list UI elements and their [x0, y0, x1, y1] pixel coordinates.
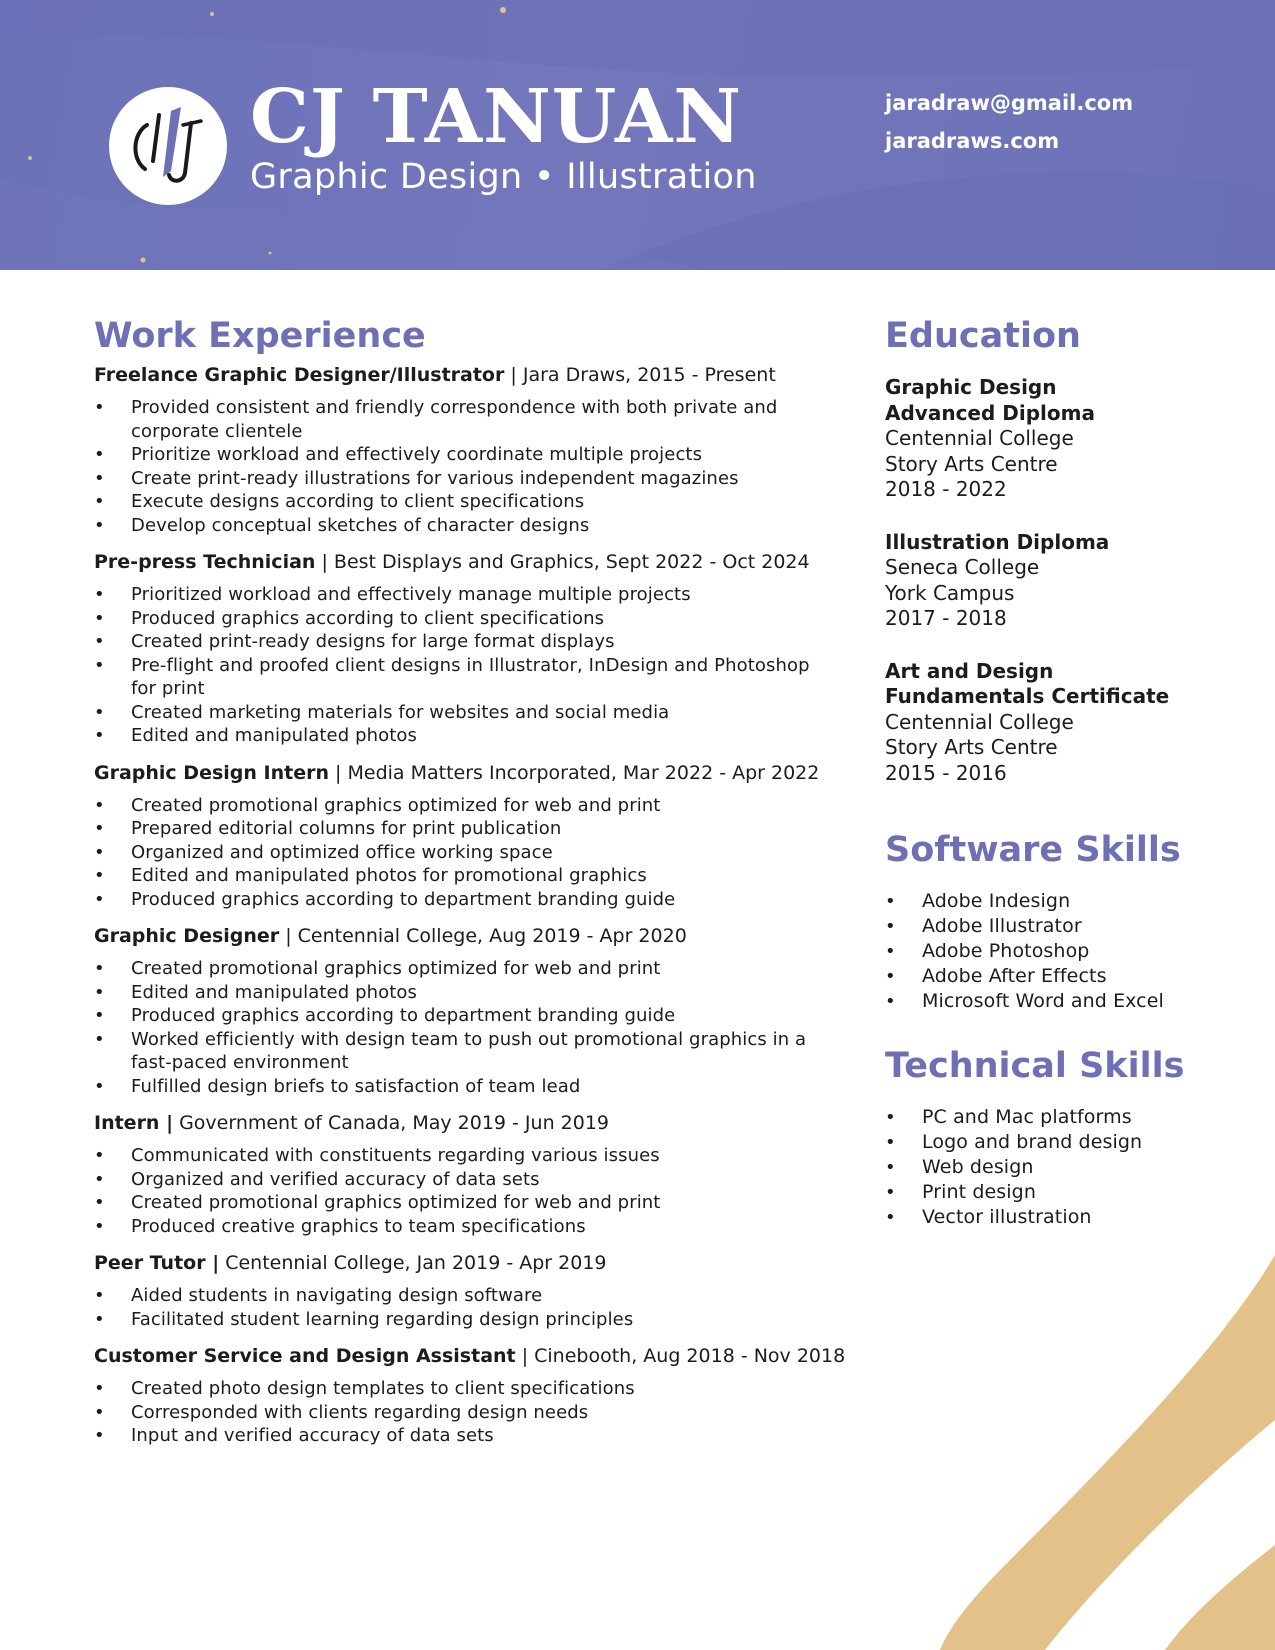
- job-bullet: • Input and verified accuracy of data sets: [94, 1424, 834, 1448]
- software-skill-item: • Adobe Indesign: [885, 889, 1245, 914]
- job-bullet: • Created photo design templates to client specifications: [94, 1377, 834, 1401]
- education-entry: [885, 659, 1245, 787]
- education-name: Advanced Diploma: [885, 400, 1095, 425]
- job-role: Intern |: [94, 1112, 174, 1134]
- software-skills-list: [885, 889, 1245, 1014]
- technical-skills-list: [885, 1105, 1245, 1230]
- technical-skill-item: • Logo and brand design: [885, 1130, 1245, 1155]
- software-skill-item: • Adobe After Effects: [885, 964, 1245, 989]
- job-bullet: • Pre-flight and proofed client designs in Illustrator, InDesign and Photoshop for print: [94, 654, 834, 701]
- education-entry: [885, 530, 1245, 632]
- job-role: Graphic Designer: [94, 925, 280, 947]
- job-entry: [94, 1343, 846, 1448]
- software-skill-item: • Adobe Photoshop: [885, 939, 1245, 964]
- job-role: Peer Tutor |: [94, 1252, 220, 1274]
- education-campus: Story Arts Centre: [885, 735, 1058, 759]
- job-bullets: [94, 794, 834, 912]
- job-bullet: • Produced graphics according to client specifications: [94, 607, 834, 631]
- job-role: Pre-press Technician: [94, 551, 316, 573]
- job-bullet: • Produced graphics according to department branding guide: [94, 1004, 834, 1028]
- job-bullet: • Prioritize workload and effectively coordinate multiple projects: [94, 443, 834, 467]
- job-detail: | Media Matters Incorporated, Mar 2022 - Apr 2022: [335, 761, 820, 784]
- education-name: Fundamentals Certificate: [885, 684, 1170, 708]
- education-name: Graphic Design: [885, 375, 1057, 399]
- job-bullets: [94, 1284, 834, 1331]
- technical-skills-title: Technical Skills: [885, 1046, 1185, 1086]
- job-heading: [94, 760, 834, 786]
- work-experience-title: Work Experience: [94, 316, 426, 356]
- job-bullet: • Produced creative graphics to team specifications: [94, 1215, 834, 1239]
- job-entry: [94, 362, 834, 537]
- job-bullet: • Facilitated student learning regarding design principles: [94, 1308, 834, 1332]
- technical-skill-item: • Print design: [885, 1180, 1245, 1205]
- education-years: 2018 - 2022: [885, 477, 1007, 501]
- job-bullet: • Created promotional graphics optimized for web and print: [94, 1191, 834, 1215]
- job-role: Freelance Graphic Designer/Illustrator: [94, 364, 505, 386]
- job-heading: [94, 1250, 834, 1276]
- job-entry: [94, 760, 834, 912]
- job-bullets: [94, 1377, 834, 1448]
- education-campus: York Campus: [885, 580, 1015, 605]
- job-bullets: [94, 396, 834, 537]
- job-bullet: • Develop conceptual sketches of character designs: [94, 514, 834, 538]
- education-entry: [885, 375, 1245, 503]
- technical-skill-item: • Web design: [885, 1155, 1245, 1180]
- job-detail: | Centennial College, Aug 2019 - Apr 2020: [285, 925, 687, 947]
- job-bullet: • Prioritized workload and effectively manage multiple projects: [94, 583, 834, 607]
- education-school: Centennial College: [885, 426, 1074, 450]
- software-skills-title: Software Skills: [885, 830, 1181, 870]
- job-bullet: • Created marketing materials for websites and social media: [94, 701, 834, 725]
- job-bullets: [94, 583, 834, 748]
- education-years: 2015 - 2016: [885, 760, 1007, 785]
- job-heading: [94, 923, 834, 949]
- job-heading: [94, 362, 834, 388]
- job-bullet: • Aided students in navigating design software: [94, 1284, 834, 1308]
- education-name: Illustration Diploma: [885, 529, 1110, 554]
- job-bullet: • Produced graphics according to department branding guide: [94, 888, 834, 912]
- candidate-tagline: Graphic Design • Illustration: [250, 157, 757, 197]
- job-bullets: [94, 957, 834, 1098]
- job-bullet: • Edited and manipulated photos for promotional graphics: [94, 864, 834, 888]
- job-heading: [94, 1343, 846, 1369]
- job-detail: Centennial College, Jan 2019 - Apr 2019: [225, 1252, 607, 1274]
- email-link[interactable]: jaradraw@gmail.com: [885, 91, 1134, 115]
- job-bullet: • Communicated with constituents regarding various issues: [94, 1144, 834, 1168]
- job-detail: | Best Displays and Graphics, Sept 2022 - Oct 2024: [321, 551, 810, 573]
- job-role: Graphic Design Intern: [94, 761, 329, 784]
- job-role: Customer Service and Design Assistant: [94, 1345, 516, 1367]
- job-entry: [94, 1110, 834, 1238]
- education-title: Education: [885, 316, 1081, 356]
- job-bullet: • Worked efficiently with design team to push out promotional graphics in a fast-paced environment: [94, 1028, 834, 1075]
- job-bullet: • Edited and manipulated photos: [94, 724, 834, 748]
- job-bullet: • Created promotional graphics optimized for web and print: [94, 794, 834, 818]
- job-bullet: • Create print-ready illustrations for various independent magazines: [94, 467, 834, 491]
- job-bullet: • Provided consistent and friendly correspondence with both private and corporate clientele: [94, 396, 834, 443]
- job-bullet: • Created print-ready designs for large format displays: [94, 630, 834, 654]
- logo-cj-monogram-icon: [109, 87, 227, 205]
- job-bullet: • Execute designs according to client specifications: [94, 490, 834, 514]
- candidate-name: CJ TANUAN: [250, 74, 743, 160]
- software-skill-item: • Adobe Illustrator: [885, 914, 1245, 939]
- education-list: [885, 375, 1245, 813]
- education-campus: Story Arts Centre: [885, 451, 1058, 476]
- job-bullet: • Corresponded with clients regarding design needs: [94, 1401, 834, 1425]
- education-name: Art and Design: [885, 658, 1054, 683]
- website-link[interactable]: jaradraws.com: [885, 129, 1060, 153]
- job-bullet: • Edited and manipulated photos: [94, 981, 834, 1005]
- contact-info: [885, 90, 1133, 166]
- header-banner: [0, 0, 1275, 270]
- job-bullet: • Organized and optimized office working space: [94, 841, 834, 865]
- job-heading: [94, 549, 834, 575]
- job-bullet: • Fulfilled design briefs to satisfaction of team lead: [94, 1075, 834, 1099]
- software-skill-item: • Microsoft Word and Excel: [885, 989, 1245, 1014]
- job-bullet: • Prepared editorial columns for print publication: [94, 817, 834, 841]
- job-bullet: • Created promotional graphics optimized for web and print: [94, 957, 834, 981]
- education-years: 2017 - 2018: [885, 606, 1007, 630]
- job-entry: [94, 549, 834, 748]
- work-experience-list: [94, 362, 846, 1460]
- job-bullets: [94, 1144, 834, 1238]
- job-bullet: • Organized and verified accuracy of data sets: [94, 1168, 834, 1192]
- job-entry: [94, 1250, 834, 1331]
- job-detail: | Cinebooth, Aug 2018 - Nov 2018: [521, 1345, 846, 1367]
- job-detail: | Jara Draws, 2015 - Present: [510, 364, 776, 386]
- job-heading: [94, 1110, 834, 1136]
- job-entry: [94, 923, 834, 1098]
- technical-skill-item: • Vector illustration: [885, 1205, 1245, 1230]
- job-detail: Government of Canada, May 2019 - Jun 2019: [179, 1112, 610, 1134]
- logo: [109, 87, 227, 205]
- education-school: Seneca College: [885, 555, 1040, 579]
- education-school: Centennial College: [885, 709, 1074, 734]
- technical-skill-item: • PC and Mac platforms: [885, 1105, 1245, 1130]
